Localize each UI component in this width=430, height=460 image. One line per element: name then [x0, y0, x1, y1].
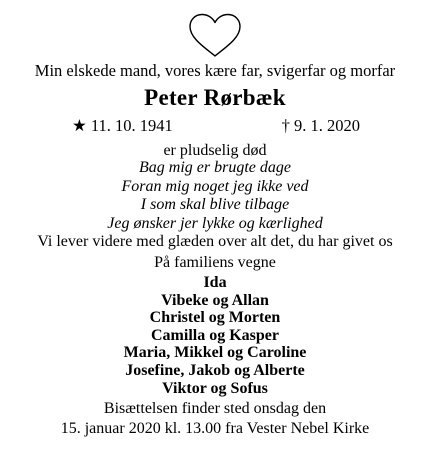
family-member: Ida [203, 274, 227, 291]
poem-line: Bag mig er brugte dage [139, 159, 291, 176]
deceased-name: Peter Rørbæk [144, 85, 286, 110]
poem-line: Foran mig noget jeg ikke ved [121, 177, 309, 195]
family-list [0, 274, 430, 397]
death-date: † 9. 1. 2020 [281, 116, 360, 135]
family-member: Christel og Morten [149, 309, 281, 327]
family-member: Maria, Mikkel og Caroline [123, 344, 307, 362]
family-member: Camilla og Kasper [151, 326, 279, 344]
intro-text: Min elskede mand, vores kære far, svigerfar og morfar [34, 61, 396, 80]
poem-line: I som skal blive tilbage [140, 196, 290, 213]
family-member: Josefine, Jakob og Alberte [125, 361, 305, 379]
family-member: Viktor og Sofus [162, 379, 268, 397]
funeral-line: Bisættelsen finder sted onsdag den [103, 400, 327, 417]
dates-row [0, 116, 430, 136]
funeral-line: 15. januar 2020 kl. 13.00 fra Vester Nebel Kirke [60, 419, 370, 437]
family-member: Vibeke og Allan [161, 291, 269, 309]
funeral-info [0, 399, 430, 438]
death-statement: er pludselig død [163, 142, 267, 159]
living-on-text: Vi lever videre med glæden over alt det, du har givet os [37, 233, 393, 250]
poem-line: Jeg ønsker jer lykke og kærlighed [107, 214, 323, 232]
heart-icon [188, 13, 242, 59]
family-label: På familiens vegne [154, 254, 276, 271]
poem [0, 159, 430, 233]
birth-date: ★ 11. 10. 1941 [72, 116, 173, 135]
